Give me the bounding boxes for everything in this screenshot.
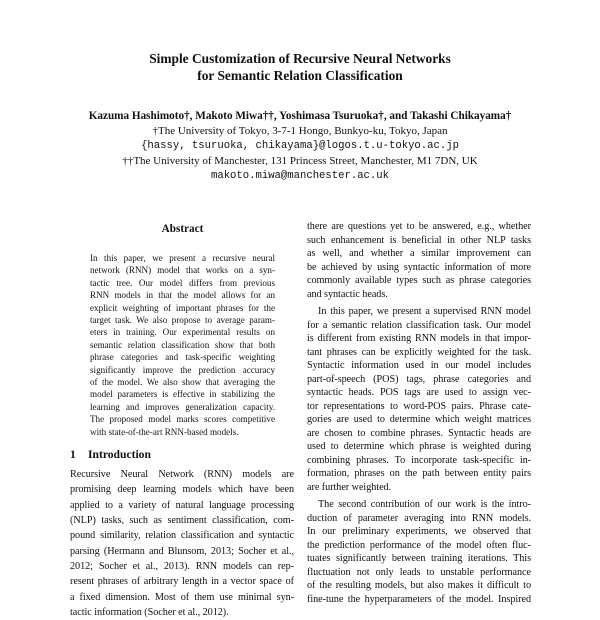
- text-line: The second contribution of our work is the intro-: [318, 499, 531, 510]
- text-line: and syntactic heads.: [307, 288, 388, 300]
- text-line: tactic information (Socher et al., 2012).: [70, 607, 229, 619]
- text-line: gories are used to determine which weight matrices: [307, 414, 531, 425]
- text-line: duction of parameter averaging into RNN models.: [307, 512, 531, 524]
- section-heading-introduction: [70, 448, 151, 461]
- text-line: eters in training. Our experimental results on: [90, 327, 275, 338]
- text-line: promising deep learning models which have been: [70, 484, 294, 496]
- text-line: learning and improves generalization capacity.: [90, 401, 275, 412]
- affiliation-tokyo: †The University of Tokyo, 3-7-1 Hongo, Bunkyo-ku, Tokyo, Japan: [152, 125, 448, 137]
- text-line: RNN models in that the model allows for an: [90, 290, 275, 301]
- text-line: of the resulting models, but also makes it difficult to: [307, 580, 531, 591]
- section-title: Introduction: [88, 448, 151, 461]
- text-line: fine-tune the hyperparameters of the model. Inspired: [307, 593, 531, 605]
- text-line: combining phrases. To incorporate task-specific in-: [307, 454, 531, 466]
- text-line: as well, and whether a similar improvement can: [307, 248, 531, 259]
- paper-title-line-2: for Semantic Relation Classification: [197, 68, 403, 83]
- text-line: of the model. We also show that averaging the: [90, 377, 275, 387]
- text-line: model parameters is effective in stabilizing the: [90, 389, 275, 400]
- email-manchester: makoto.miwa@manchester.ac.uk: [210, 170, 389, 182]
- text-line: (NLP) tasks, such as sentiment classification, com-: [70, 515, 294, 527]
- text-line: Recursive Neural Network (RNN) models are: [70, 469, 294, 480]
- paper-title-line-1: Simple Customization of Recursive Neural Networks: [149, 51, 451, 66]
- text-line: In this paper, we present a supervised RNN model: [318, 306, 531, 317]
- text-line: the prediction performance of the model often fluc-: [307, 539, 531, 551]
- text-line: target task. We also propose to average param-: [90, 315, 275, 325]
- text-line: tant phrases can be explicitly weighted for the task.: [307, 346, 531, 358]
- text-line: are further weighted.: [307, 481, 392, 493]
- text-line: In our preliminary experiments, we observed that: [307, 526, 531, 537]
- text-line: is different from existing RNN models in that impor-: [307, 333, 531, 344]
- text-line: there are questions yet to be answered, e.g., whether: [307, 221, 531, 232]
- text-line: for a semantic relation classification task. Our model: [307, 319, 531, 331]
- text-line: tactic tree. Our model differs from previous: [90, 277, 275, 288]
- text-line: syntactic heads. POS tags are used to assign vec-: [307, 387, 531, 398]
- text-line: resent phrases of arbitrary length in a vector space of: [70, 576, 294, 588]
- text-line: used to determine which phrase is weighted during: [307, 441, 531, 452]
- text-line: such enhancement is beneficial in other NLP tasks: [307, 234, 531, 246]
- text-line: pound similarity, relation classification and syntactic: [70, 530, 294, 542]
- text-line: tuates significantly between training iterations. This: [307, 553, 531, 564]
- text-line: are chosen to combine phrases. Syntactic heads are: [307, 427, 531, 439]
- text-line: fluctuation not only leads to unstable performance: [307, 566, 531, 578]
- text-line: with state-of-the-art RNN-based models.: [90, 426, 239, 437]
- text-line: parsing (Hermann and Blunsom, 2013; Socher et al.,: [70, 545, 294, 557]
- email-tokyo: {hassy, tsuruoka, chikayama}@logos.t.u-tokyo.ac.jp: [141, 140, 459, 152]
- text-line: network (RNN) model that works on a syn-: [90, 265, 275, 276]
- text-line: commonly available types such as phrase categories: [307, 275, 531, 286]
- text-line: 2012; Socher et al., 2013). RNN models can rep-: [70, 561, 294, 573]
- text-line: In this paper, we present a recursive neural: [90, 253, 275, 263]
- text-line: formation, phrases on the path between entity pairs: [307, 468, 531, 479]
- author-list: Kazuma Hashimoto†, Makoto Miwa††, Yoshimasa Tsuruoka†, and Takashi Chikayama†: [88, 110, 512, 122]
- text-line: The proposed model marks scores competitive: [90, 414, 275, 425]
- text-line: be achieved by using syntactic information of more: [307, 261, 531, 273]
- text-line: tor representations to word-POS pairs. Phrase cate-: [307, 400, 531, 412]
- affiliation-manchester: ††The University of Manchester, 131 Princess Street, Manchester, M1 7DN, UK: [122, 155, 478, 167]
- text-line: significantly improve the prediction accuracy: [90, 364, 275, 375]
- abstract-heading: Abstract: [161, 223, 204, 235]
- text-line: part-of-speech (POS) tags, phrase categories and: [307, 373, 531, 385]
- text-line: semantic relation classification show that both: [90, 339, 275, 350]
- section-number: 1: [70, 448, 76, 461]
- text-line: explicit weighting of important phrases for the: [90, 302, 275, 313]
- text-line: phrase categories and task-specific weighting: [90, 352, 275, 363]
- text-line: a fixed dimension. Most of them use minimal syn-: [70, 591, 294, 603]
- text-line: Syntactic information used in our model includes: [307, 360, 531, 371]
- text-line: applied to a variety of natural language processing: [70, 499, 294, 511]
